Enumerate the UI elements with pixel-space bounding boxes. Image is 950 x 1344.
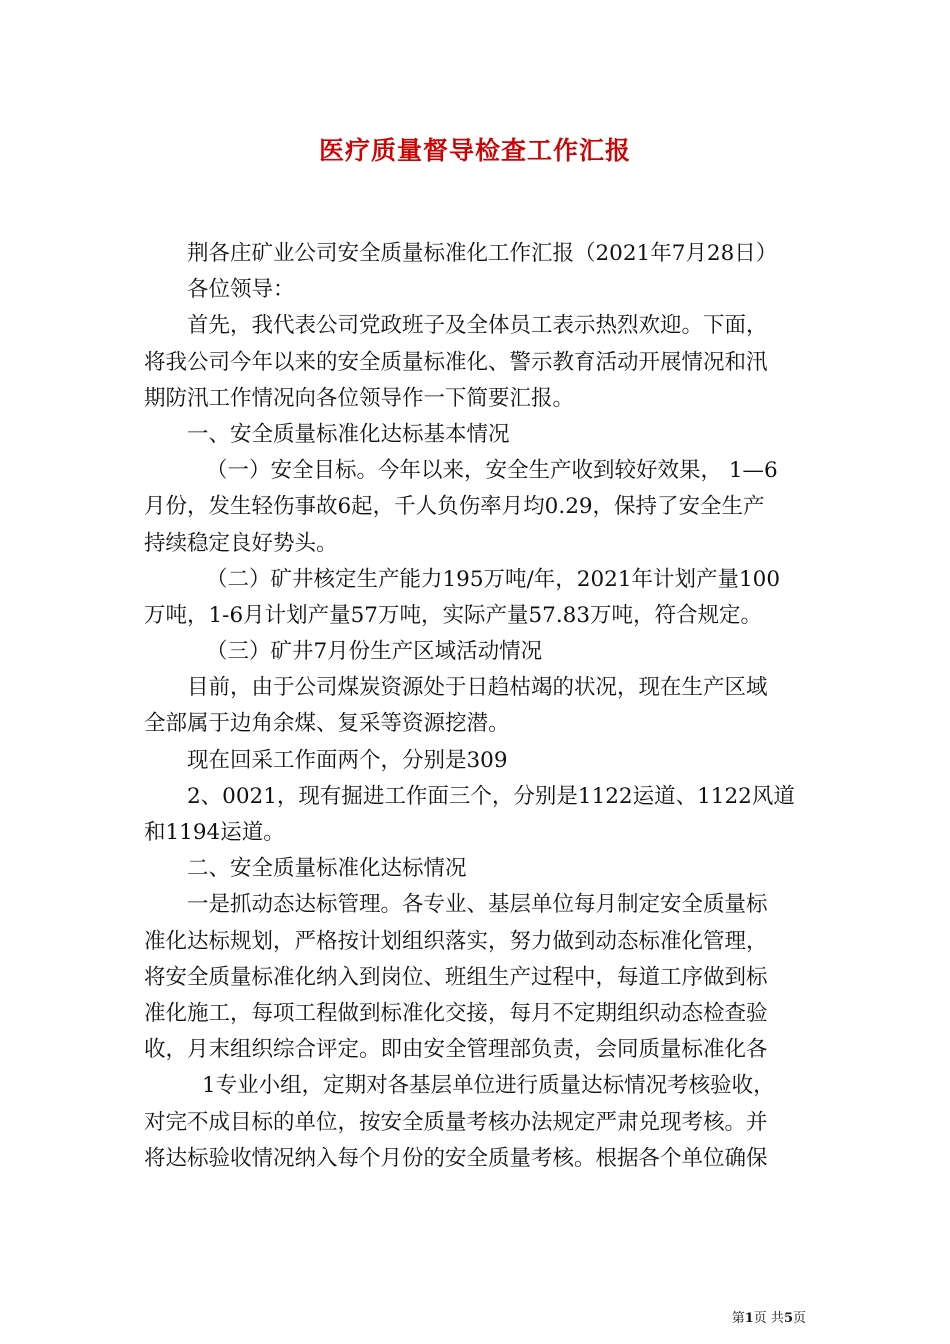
paragraph-line: 和1194运道。 [144, 820, 285, 845]
paragraph-line: （三）矿井7月份生产区域活动情况 [206, 639, 543, 665]
paragraph-line: 将我公司今年以来的安全质量标准化、警示教育活动开展情况和汛 [144, 349, 768, 375]
paragraph-line: 现在回采工作面两个，分别是309 [187, 747, 508, 773]
paragraph-line: 期防汛工作情况向各位领导作一下简要汇报。 [144, 385, 575, 411]
footer-total-pages: 5 [783, 1311, 793, 1326]
paragraph-line: 目前，由于公司煤炭资源处于日趋枯竭的状况，现在生产区域 [187, 675, 768, 701]
paragraph-line: 持续稳定良好势头。 [144, 530, 338, 556]
paragraph-line: 准化达标规划，严格按计划组织落实，努力做到动态标准化管理， [144, 928, 768, 954]
paragraph-line: 荆各庄矿业公司安全质量标准化工作汇报（2021年7月28日） [187, 241, 778, 266]
paragraph-line: 将达标验收情况纳入每个月份的安全质量考核。根据各个单位确保 [144, 1145, 768, 1171]
paragraph-line: 1专业小组，定期对各基层单位进行质量达标情况考核验收， [202, 1073, 775, 1099]
paragraph-line: 首先，我代表公司党政班子及全体员工表示热烈欢迎。下面， [187, 313, 768, 339]
page-footer [732, 1307, 806, 1326]
paragraph-line: 万吨，1-6月计划产量57万吨，实际产量57.83万吨，符合规定。 [144, 602, 763, 628]
paragraph-line: 将安全质量标准化纳入到岗位、班组生产过程中，每道工序做到标 [144, 964, 768, 990]
paragraph-line: 各位领导： [187, 277, 295, 303]
paragraph-line: （一）安全目标。今年以来，安全生产收到较好效果， 1—6 [206, 458, 778, 484]
paragraph-line: 收，月末组织综合评定。即由安全管理部负责，会同质量标准化各 [144, 1037, 768, 1063]
footer-current-page: 1 [744, 1311, 754, 1326]
paragraph-line: 全部属于边角余煤、复采等资源挖潜。 [144, 711, 510, 737]
footer-middle: 页 共 [753, 1311, 784, 1326]
paragraph-line: （二）矿井核定生产能力195万吨/年，2021年计划产量100 [206, 566, 781, 592]
footer-suffix: 页 [792, 1311, 806, 1326]
paragraph-line: 准化施工，每项工程做到标准化交接，每月不定期组织动态检查验 [144, 1000, 768, 1026]
footer-prefix: 第 [731, 1311, 745, 1326]
section-heading: 二、安全质量标准化达标情况 [187, 856, 467, 882]
paragraph-line: 一是抓动态达标管理。各专业、基层单位每月制定安全质量标 [187, 892, 768, 918]
page-title: 医疗质量督导检查工作汇报 [318, 136, 631, 165]
paragraph-line: 2、0021，现有掘进工作面三个，分别是1122运道、1122风道 [187, 783, 795, 809]
paragraph-line: 月份，发生轻伤事故6起，千人负伤率月均0.29，保持了安全生产 [144, 494, 765, 520]
paragraph-line: 对完不成目标的单位，按安全质量考核办法规定严肃兑现考核。并 [144, 1109, 768, 1135]
section-heading: 一、安全质量标准化达标基本情况 [187, 421, 510, 447]
document-body [144, 236, 808, 1177]
